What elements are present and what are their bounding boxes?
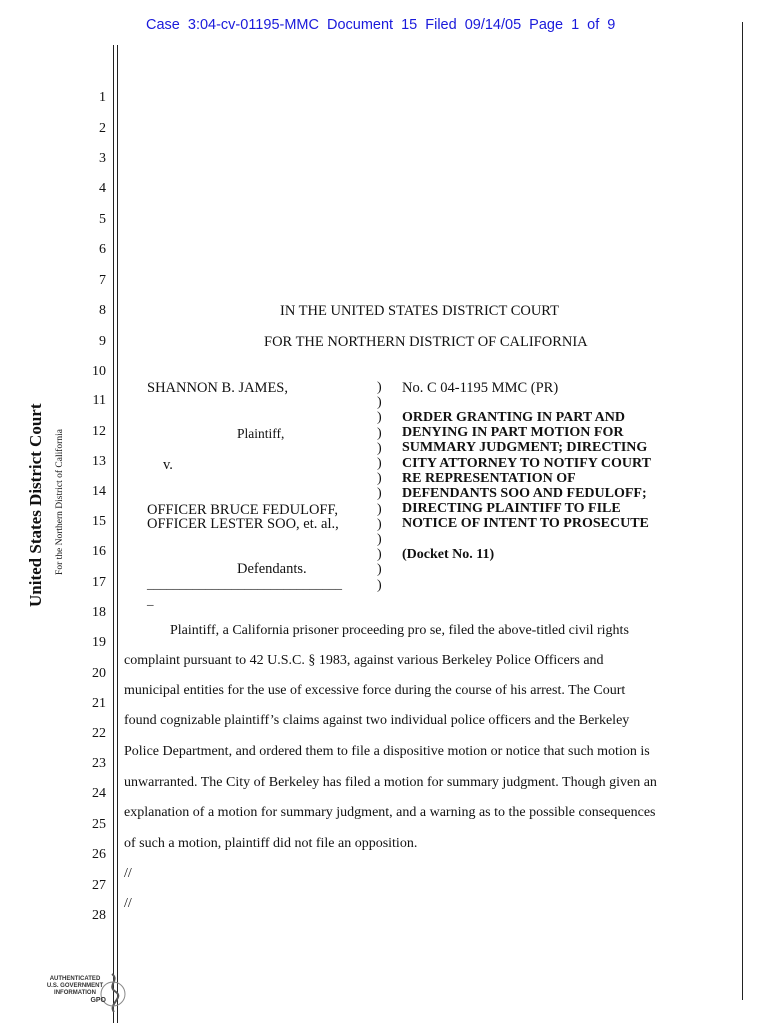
- court-heading-line1: IN THE UNITED STATES DISTRICT COURT: [280, 303, 559, 319]
- body-line: of such a motion, plaintiff did not file an opposition.: [124, 836, 418, 851]
- line-number: 16: [92, 544, 106, 559]
- section-break: //: [124, 866, 132, 881]
- line-number: 11: [92, 393, 106, 408]
- line-number: 9: [99, 334, 106, 349]
- left-margin-rule-1: [113, 45, 114, 1023]
- defendant-role: Defendants.: [237, 561, 307, 577]
- order-title-line: CITY ATTORNEY TO NOTIFY COURT: [402, 455, 651, 471]
- line-number: 7: [99, 273, 106, 288]
- defendant-2: OFFICER LESTER SOO, et. al.,: [147, 516, 339, 532]
- docket-reference: (Docket No. 11): [402, 547, 495, 562]
- line-number: 23: [92, 756, 106, 771]
- body-line: found cognizable plaintiff’s claims against two individual police officers and the Berkeley: [124, 713, 630, 728]
- line-number: 8: [99, 303, 106, 318]
- line-number: 6: [99, 242, 106, 257]
- plaintiff-role: Plaintiff,: [237, 426, 285, 441]
- gpo-authentication-seal: [44, 972, 130, 1016]
- caption-rule-tail: _: [147, 592, 154, 607]
- left-margin-rule-2: [117, 45, 118, 1023]
- line-number: 26: [92, 847, 106, 862]
- line-number: 21: [92, 696, 106, 711]
- court-heading-line2: FOR THE NORTHERN DISTRICT OF CALIFORNIA: [264, 334, 588, 350]
- body-line: Plaintiff, a California prisoner proceeding pro se, filed the above-titled civil rights: [170, 623, 629, 638]
- defendant-1: OFFICER BRUCE FEDULOFF,: [147, 502, 339, 518]
- line-number: 15: [92, 514, 106, 529]
- line-number: 14: [92, 484, 106, 499]
- line-number: 18: [92, 605, 106, 620]
- line-number: 1: [99, 90, 106, 105]
- order-title-line: RE REPRESENTATION OF: [402, 470, 576, 486]
- order-title-line: ORDER GRANTING IN PART AND: [402, 410, 626, 425]
- body-line: complaint pursuant to 42 U.S.C. § 1983, against various Berkeley Police Officers and: [124, 653, 604, 668]
- order-title-line: DIRECTING PLAINTIFF TO FILE: [402, 501, 621, 517]
- order-title-line: NOTICE OF INTENT TO PROSECUTE: [402, 516, 649, 532]
- line-number: 20: [92, 666, 106, 681]
- line-number: 4: [99, 181, 106, 196]
- versus: v.: [163, 457, 173, 473]
- line-number: 24: [92, 786, 106, 801]
- caption-rule: ______________________________: [147, 576, 342, 591]
- caption-parentheses: ) ) ) ) ) ) ) ) ) ) ) ) ) ): [377, 380, 382, 593]
- case-header: Case 3:04-cv-01195-MMC Document 15 Filed 09/14/05 Page 1 of 9: [146, 17, 616, 33]
- order-title: [402, 410, 651, 532]
- plaintiff-name: SHANNON B. JAMES,: [147, 380, 288, 396]
- body-line: Police Department, and ordered them to file a dispositive motion or notice that such motion is: [124, 744, 650, 759]
- body-line: municipal entities for the use of excessive force during the course of his arrest. The Court: [124, 683, 626, 698]
- order-title-line: SUMMARY JUDGMENT; DIRECTING: [402, 440, 648, 456]
- line-number: 10: [92, 364, 106, 379]
- district-sidebar: For the Northern District of California: [55, 429, 65, 575]
- order-title-line: DENYING IN PART MOTION FOR: [402, 425, 624, 441]
- body-line: explanation of a motion for summary judgment, and a warning as to the possible consequences: [124, 805, 656, 820]
- line-number: 25: [92, 817, 106, 832]
- line-number: 19: [92, 635, 106, 650]
- right-margin-rule: [742, 22, 743, 1000]
- case-number: No. C 04-1195 MMC (PR): [402, 380, 559, 396]
- line-number: 28: [92, 908, 106, 923]
- line-number: 5: [99, 212, 106, 227]
- seal-text: INFORMATION: [54, 990, 96, 996]
- section-break: //: [124, 896, 132, 911]
- seal-text: AUTHENTICATED: [49, 976, 101, 982]
- seal-text: U.S. GOVERNMENT: [46, 983, 104, 989]
- seal-text: GPO: [90, 997, 106, 1004]
- body-line: unwarranted. The City of Berkeley has filed a motion for summary judgment. Though given an: [124, 775, 657, 790]
- line-number: 13: [92, 454, 106, 469]
- line-number: 2: [99, 121, 106, 136]
- line-number: 3: [99, 151, 106, 166]
- line-number: 17: [92, 575, 106, 590]
- order-title-line: DEFENDANTS SOO AND FEDULOFF;: [402, 486, 647, 502]
- line-number: 27: [92, 878, 106, 893]
- court-name-sidebar: United States District Court: [26, 403, 45, 607]
- line-number: 12: [92, 424, 106, 439]
- line-number: 22: [92, 726, 106, 741]
